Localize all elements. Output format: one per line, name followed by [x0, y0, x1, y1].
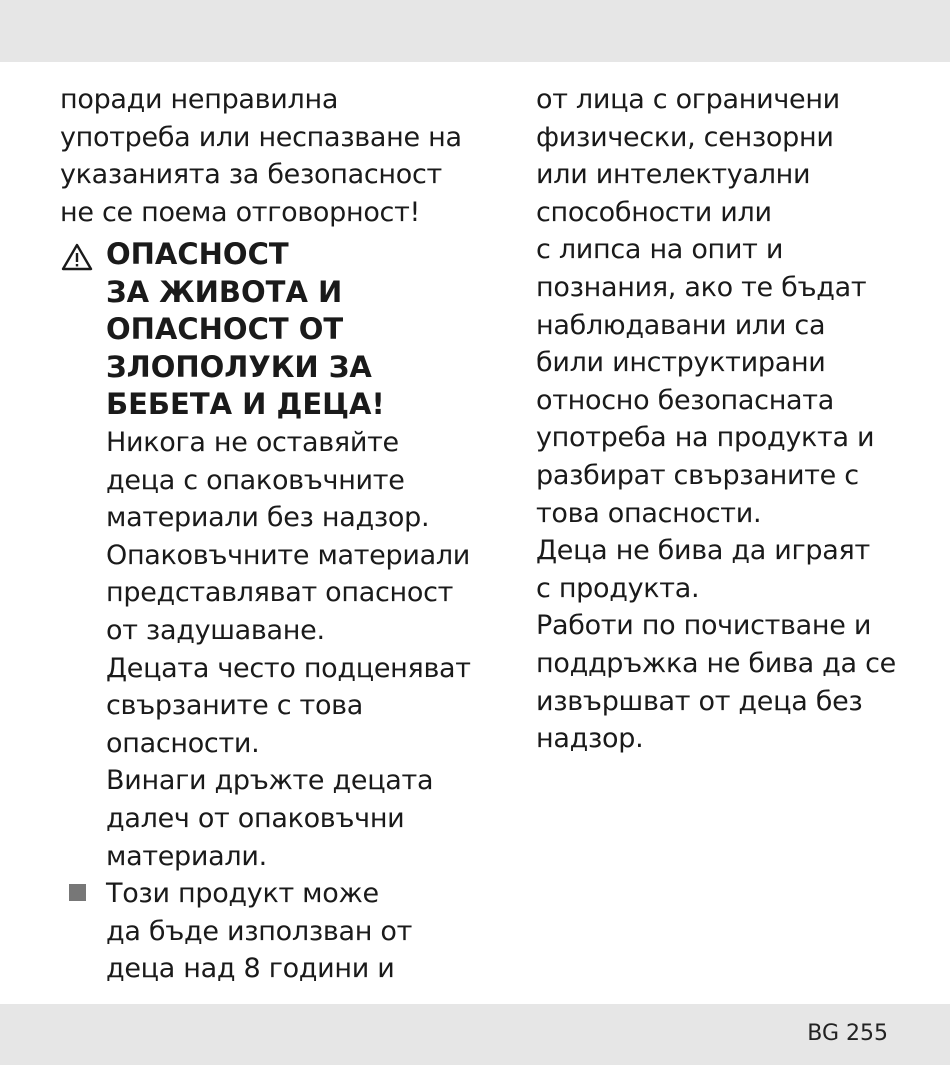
warning-body-line-8: свързаните с това: [106, 690, 364, 722]
right-line-2: физически, сензорни: [536, 121, 834, 153]
warning-heading-line-2: ЗА ЖИВОТА И: [106, 274, 343, 309]
right-line-4: способности или: [536, 196, 772, 228]
square-bullet-icon: [69, 884, 86, 901]
warning-body-line-11: далеч от опаковъчни: [106, 803, 405, 834]
right-line-5: с липса на опит и: [536, 234, 784, 266]
right-line-8: били инструктирани: [536, 347, 826, 379]
page-number: BG 255: [807, 1021, 888, 1046]
warning-body-line-7: Децата често подценяват: [106, 652, 471, 684]
warning-body-line-4: Опаковъчните материали: [106, 539, 471, 571]
intro-line-1: поради неправилна: [60, 84, 339, 115]
right-line-16: поддръжка не бива да се: [536, 648, 896, 679]
warning-heading-line-4: ЗЛОПОЛУКИ ЗА: [106, 349, 372, 384]
warning-body-line-2: деца с опаковъчните: [106, 464, 405, 496]
warning-heading-line-3: ОПАСНОСТ ОТ: [106, 312, 344, 347]
right-line-18: надзор.: [536, 723, 644, 755]
bullet-line-1: Този продукт може: [106, 878, 379, 910]
right-line-14: с продукта.: [536, 572, 700, 604]
warning-triangle-icon: [60, 242, 94, 272]
warning-body-line-9: опасности.: [106, 727, 260, 759]
right-line-13: Деца не бива да играят: [536, 535, 870, 567]
intro-line-2: употреба или неспазване на: [60, 121, 462, 153]
right-line-11: разбират свързаните с: [536, 460, 859, 491]
warning-heading-line-1: ОПАСНОСТ: [106, 237, 289, 271]
bullet-line-2: да бъде използван от: [106, 915, 413, 947]
warning-body-line-10: Винаги дръжте децата: [106, 765, 434, 797]
right-line-6: познания, ако те бъдат: [536, 272, 867, 303]
right-line-15: Работи по почистване и: [536, 610, 872, 642]
right-line-3: или интелектуални: [536, 159, 811, 191]
right-line-9: относно безопасната: [536, 384, 834, 416]
warning-body-line-5: представляват опасност: [106, 577, 454, 609]
bullet-line-3: деца над 8 години и: [106, 953, 395, 985]
intro-line-4: не се поема отговорност!: [60, 196, 421, 228]
right-line-17: извършват от деца без: [536, 685, 863, 717]
warning-body-line-3: материали без надзор.: [106, 502, 430, 534]
warning-heading-line-5: БЕБЕТА И ДЕЦА!: [106, 387, 385, 422]
right-line-7: наблюдавани или са: [536, 309, 826, 341]
right-line-12: това опасности.: [536, 497, 762, 529]
top-band: [0, 0, 950, 62]
warning-body-line-12: материали.: [106, 840, 267, 872]
warning-body-line-6: от задушаване.: [106, 615, 325, 646]
warning-body-line-1: Никога не оставяйте: [106, 427, 399, 458]
intro-line-3: указанията за безопасност: [60, 159, 442, 191]
right-line-10: употреба на продукта и: [536, 422, 875, 454]
right-line-1: от лица с ограничени: [536, 84, 840, 115]
